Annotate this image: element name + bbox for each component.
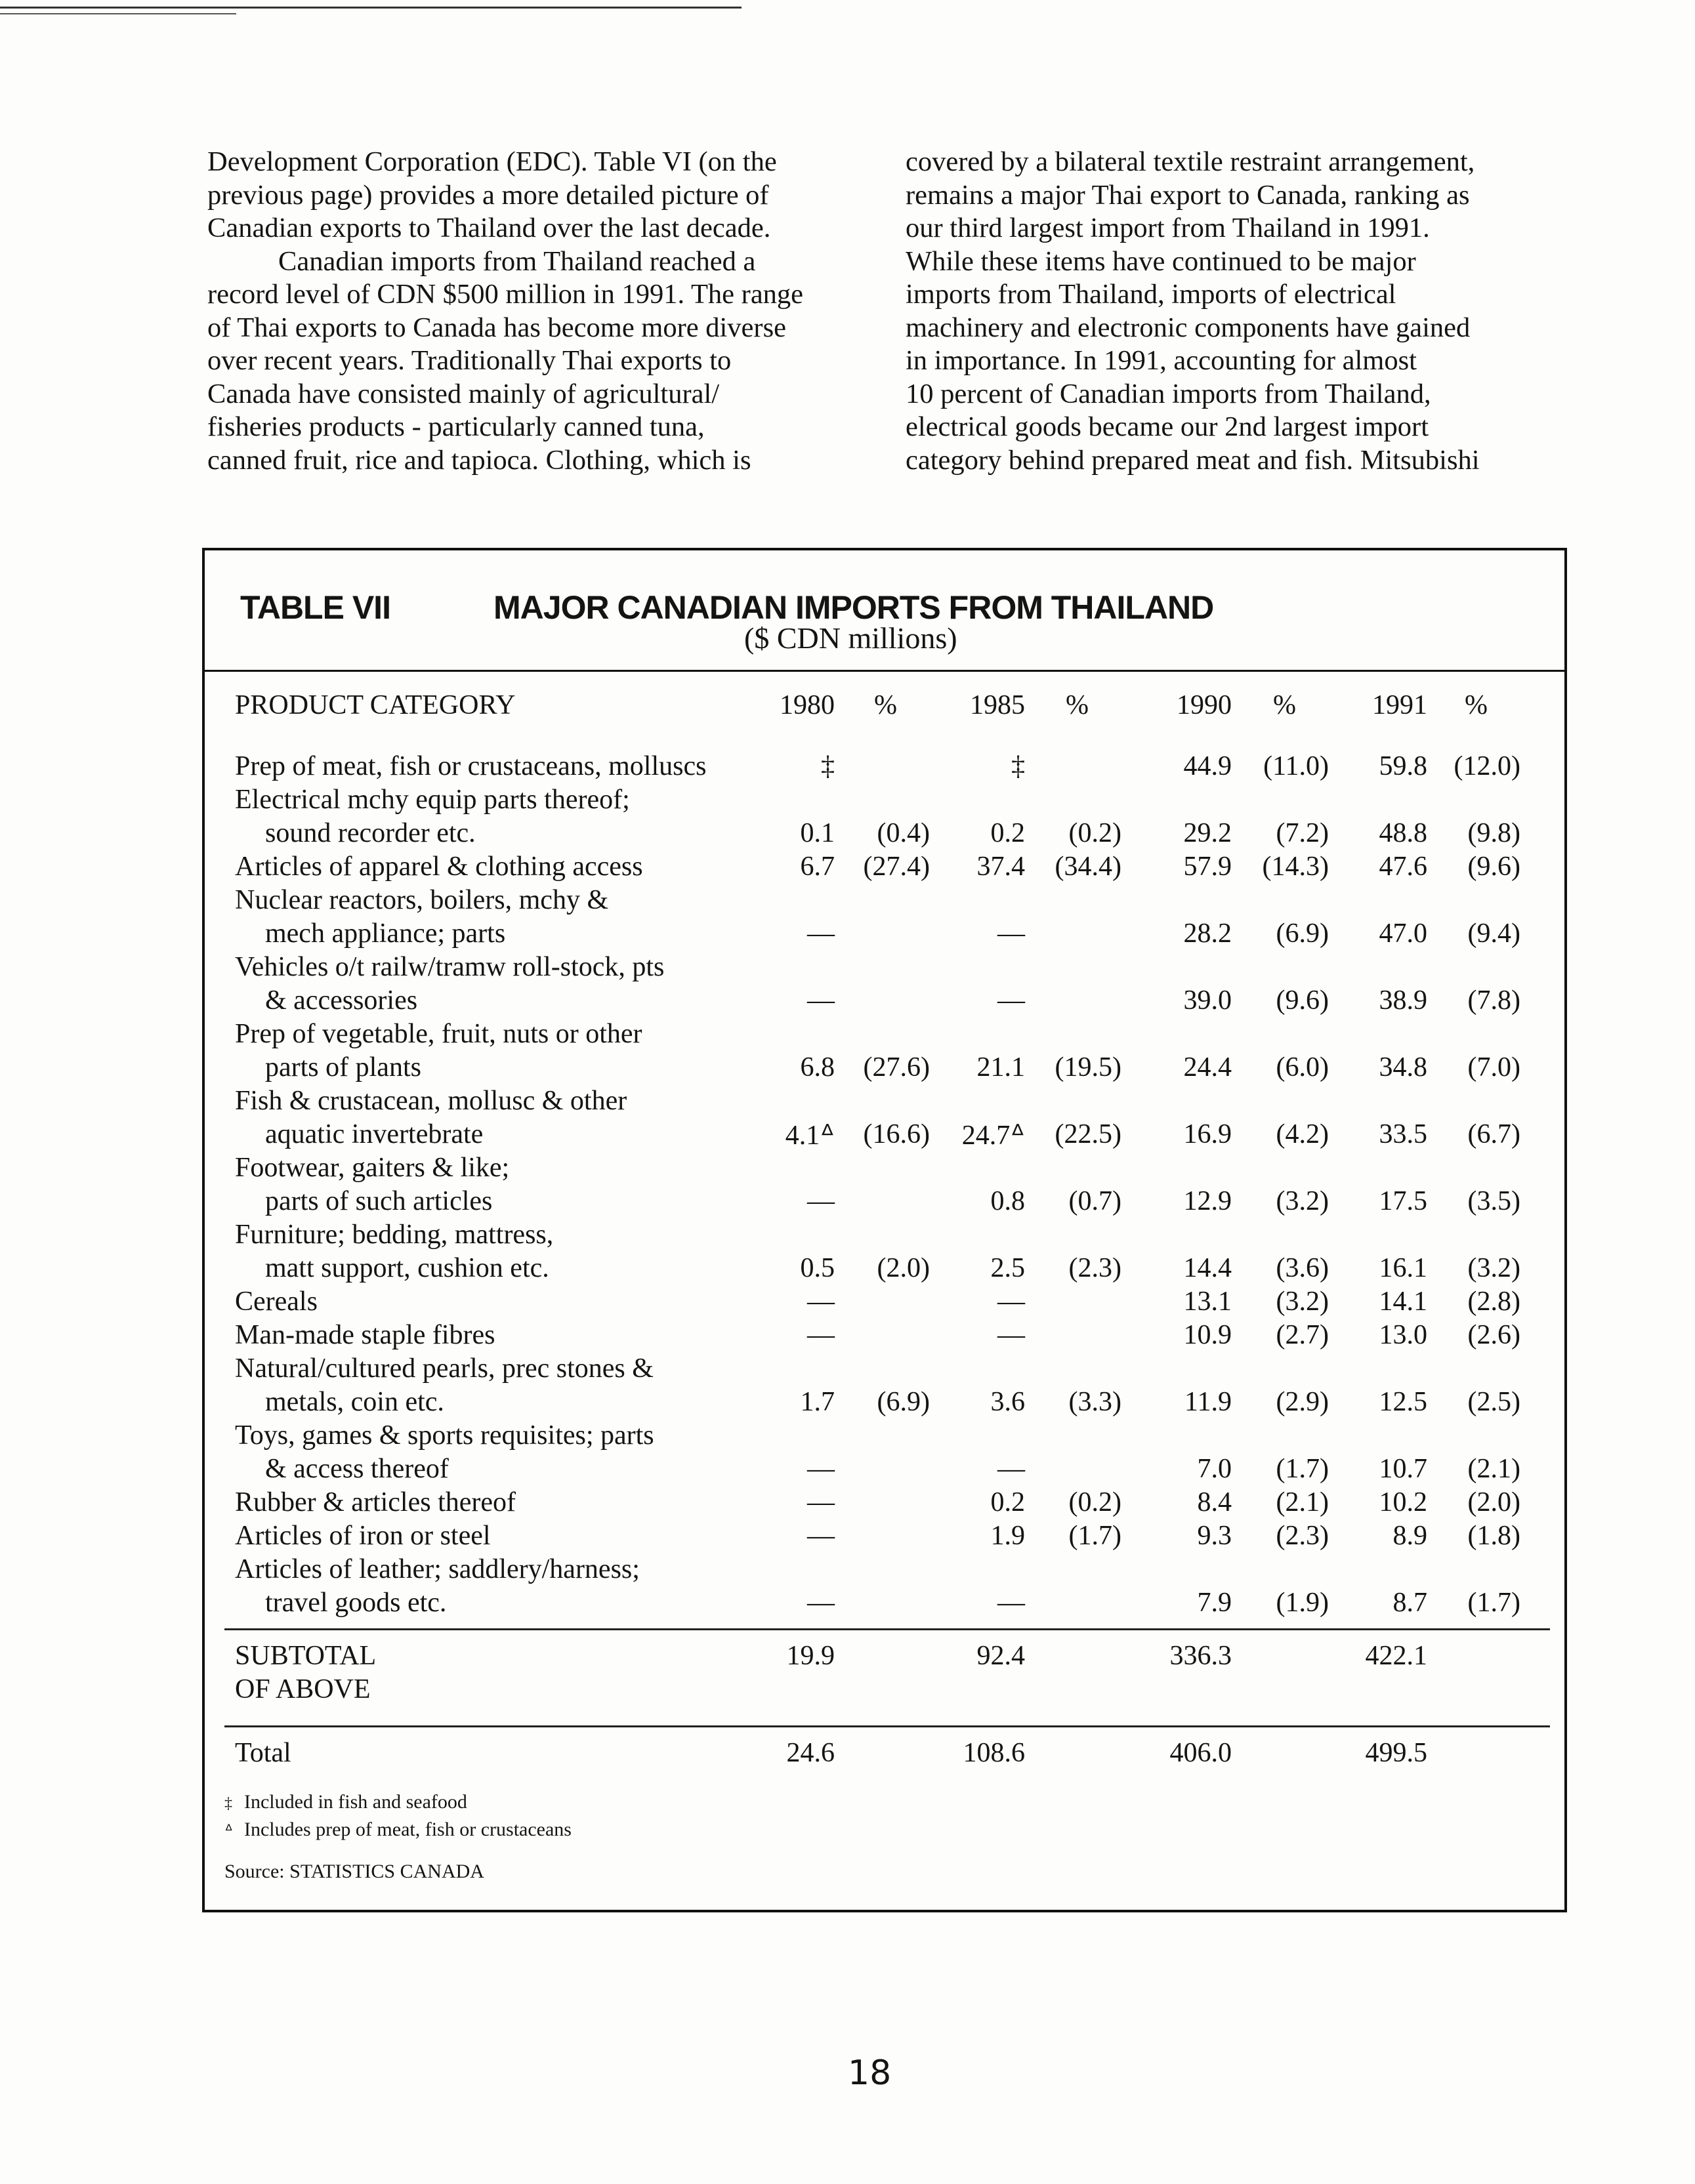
cell-v85: 37.4 [976,852,1025,882]
cell-p91: (2.0) [1467,1487,1520,1517]
text-line: While these items have continued to be major [906,245,1416,277]
cell-v85: 0.2 [990,1487,1025,1517]
row-label: Electrical mchy equip parts thereof; [235,785,630,815]
cell-v85: — [997,1287,1025,1317]
row-label: & accessories [265,985,418,1016]
cell-p90: (6.9) [1276,918,1329,949]
row-label: Articles of apparel & clothing access [235,852,643,882]
cell-p91: (9.6) [1467,852,1520,882]
text-line: category behind prepared meat and fish. Mitsubishi [906,444,1480,476]
cell-p85: (22.5) [1055,1119,1121,1149]
text-line: remains a major Thai export to Canada, ranking as [906,179,1470,211]
cell-v91: 59.8 [1379,751,1427,781]
text-line: of Thai exports to Canada has become more diverse [207,312,786,343]
header-1990: 1990 [1177,690,1232,720]
footnote-2-mark: ᐞ [224,1823,234,1840]
top-border-rule [0,7,742,9]
text-line: Canadian exports to Thailand over the last decade. [207,213,771,243]
row-label: Prep of vegetable, fruit, nuts or other [235,1019,642,1049]
cell-v91: 47.6 [1379,852,1427,882]
cell-v85: ‡ [1011,751,1025,781]
table-source: Source: STATISTICS CANADA [224,1861,484,1882]
row-label: Rubber & articles thereof [235,1487,516,1517]
row-label: sound recorder etc. [265,818,476,848]
cell-p91: (1.7) [1467,1588,1520,1618]
table-vii [202,548,1567,1912]
cell-p91: (1.8) [1467,1521,1520,1551]
cell-v80: — [807,1487,835,1517]
cell-v91: 17.5 [1379,1186,1427,1216]
cell-v90: 44.9 [1183,751,1232,781]
subtotal-1990: 336.3 [1169,1641,1232,1671]
cell-p90: (14.3) [1262,852,1329,882]
row-label: mech appliance; parts [265,918,506,949]
cell-v80: 6.7 [800,852,835,882]
cell-v91: 47.0 [1379,918,1427,949]
row-label: Articles of iron or steel [235,1521,491,1551]
cell-v90: 16.9 [1183,1119,1232,1149]
cell-v80: — [807,1521,835,1551]
table-header-block [205,550,1564,672]
cell-p80: (16.6) [863,1119,930,1149]
cell-v85: — [997,1320,1025,1350]
cell-v90: 24.4 [1183,1052,1232,1082]
total-label: Total [235,1738,291,1768]
subtotal-1980: 19.9 [786,1641,835,1671]
cell-p91: (12.0) [1454,751,1520,781]
cell-p91: (2.6) [1467,1320,1520,1350]
row-label: Prep of meat, fish or crustaceans, molluscs [235,751,707,781]
text-line: imports from Thailand, imports of electrical [906,279,1396,310]
row-label: parts of plants [265,1052,421,1082]
cell-v91: 16.1 [1379,1253,1427,1283]
cell-v85: 2.5 [990,1253,1025,1283]
cell-v85: — [997,1588,1025,1618]
footnote-1-text: Included in fish and seafood [244,1791,467,1813]
cell-p90: (1.9) [1276,1588,1329,1618]
text-line: machinery and electronic components have gained [906,312,1471,343]
cell-p85: (34.4) [1055,852,1121,882]
cell-v90: 8.4 [1197,1487,1232,1517]
table-subtitle: ($ CDN millions) [744,621,957,655]
row-label: metals, coin etc. [265,1387,444,1417]
cell-p85: (2.3) [1068,1253,1121,1283]
footnote-1 [224,1791,467,1813]
cell-v91: 12.5 [1379,1387,1427,1417]
subtotal-1985: 92.4 [976,1641,1025,1671]
cell-v85: — [997,985,1025,1016]
header-product-category: PRODUCT CATEGORY [235,690,516,720]
cell-v91: 8.9 [1392,1521,1427,1551]
cell-p85: (3.3) [1068,1387,1121,1417]
page-number: 18 [848,2053,892,2093]
cell-v80: — [807,918,835,949]
cell-v85: 24.7ᐞ [961,1121,1025,1151]
cell-p91: (6.7) [1467,1119,1520,1149]
body-column-right [906,146,1480,477]
cell-v80: 0.5 [800,1253,835,1283]
cell-v85: 0.2 [990,818,1025,848]
cell-v90: 57.9 [1183,852,1232,882]
row-label: parts of such articles [265,1186,493,1216]
row-label: Nuclear reactors, boilers, mchy & [235,885,609,915]
cell-p85: (19.5) [1055,1052,1121,1082]
text-line: covered by a bilateral textile restraint arrangement, [906,146,1475,177]
row-label: Fish & crustacean, mollusc & other [235,1086,627,1116]
text-line: record level of CDN $500 million in 1991. The range [207,279,804,310]
text-line: over recent years. Traditionally Thai exports to [207,345,732,376]
cell-v90: 28.2 [1183,918,1232,949]
cell-p91: (2.1) [1467,1454,1520,1484]
row-label: Cereals [235,1287,318,1317]
footnote-2 [224,1819,572,1841]
cell-p90: (4.2) [1276,1119,1329,1149]
total-1991: 499.5 [1365,1738,1427,1768]
cell-p91: (2.8) [1467,1287,1520,1317]
cell-p91: (3.5) [1467,1186,1520,1216]
footnote-1-mark: ‡ [224,1795,232,1812]
cell-p80: (27.6) [863,1052,930,1082]
cell-p90: (2.9) [1276,1387,1329,1417]
cell-v90: 7.9 [1197,1588,1232,1618]
row-label: Furniture; bedding, mattress, [235,1220,554,1250]
cell-p90: (6.0) [1276,1052,1329,1082]
cell-v91: 38.9 [1379,985,1427,1016]
cell-v90: 14.4 [1183,1253,1232,1283]
header-1985-pct: % [1066,690,1089,720]
cell-v80: 0.1 [800,818,835,848]
header-1980: 1980 [780,690,835,720]
cell-v80: — [807,1454,835,1484]
row-label: matt support, cushion etc. [265,1253,549,1283]
cell-v80: 6.8 [800,1052,835,1082]
text-line: our third largest import from Thailand in 1991. [906,213,1430,243]
cell-p90: (9.6) [1276,985,1329,1016]
cell-p90: (1.7) [1276,1454,1329,1484]
cell-p90: (2.1) [1276,1487,1329,1517]
row-label: Natural/cultured pearls, prec stones & [235,1353,654,1384]
cell-v85: 3.6 [990,1387,1025,1417]
header-1980-pct: % [874,690,897,720]
cell-v80: — [807,985,835,1016]
row-label: Toys, games & sports requisites; parts [235,1420,654,1451]
row-label: Man-made staple fibres [235,1320,495,1350]
subtotal-label-2: OF ABOVE [235,1674,371,1704]
cell-p90: (2.3) [1276,1521,1329,1551]
cell-p80: (27.4) [863,852,930,882]
cell-v85: — [997,1454,1025,1484]
cell-v80: — [807,1588,835,1618]
cell-p91: (9.8) [1467,818,1520,848]
text-line: electrical goods became our 2nd largest import [906,411,1429,442]
header-1991: 1991 [1372,690,1427,720]
text-line: previous page) provides a more detailed picture of [207,179,769,211]
cell-v91: 48.8 [1379,818,1427,848]
top-border-rule-secondary [0,13,236,14]
cell-v91: 33.5 [1379,1119,1427,1149]
subtotal-rule [224,1628,1550,1630]
cell-v90: 9.3 [1197,1521,1232,1551]
total-1980: 24.6 [786,1738,835,1768]
body-column-left [207,146,803,477]
row-label: Vehicles o/t railw/tramw roll-stock, pts [235,952,665,982]
text-line: in importance. In 1991, accounting for almost [906,345,1417,376]
cell-p91: (2.5) [1467,1387,1520,1417]
cell-p90: (11.0) [1263,751,1329,781]
text-line: canned fruit, rice and tapioca. Clothing, which is [207,444,751,476]
cell-p85: (1.7) [1068,1521,1121,1551]
text-line: Development Corporation (EDC). Table VI (on the [207,146,777,177]
cell-p85: (0.7) [1068,1186,1121,1216]
cell-v80: — [807,1287,835,1317]
table-title: MAJOR CANADIAN IMPORTS FROM THAILAND [493,589,1214,626]
cell-p80: (0.4) [877,818,930,848]
cell-v90: 39.0 [1183,985,1232,1016]
cell-v85: — [997,918,1025,949]
text-line: Canada have consisted mainly of agricultural/ [207,378,720,409]
header-1990-pct: % [1273,690,1296,720]
subtotal-label-1: SUBTOTAL [235,1641,377,1671]
text-line: 10 percent of Canadian imports from Thailand, [906,378,1431,409]
cell-v91: 13.0 [1379,1320,1427,1350]
cell-v91: 14.1 [1379,1287,1427,1317]
cell-v90: 7.0 [1197,1454,1232,1484]
text-line: fisheries products - particularly canned tuna, [207,411,705,442]
footnote-2-text: Includes prep of meat, fish or crustaceans [244,1819,572,1840]
total-rule [224,1725,1550,1727]
cell-v90: 12.9 [1183,1186,1232,1216]
cell-p91: (9.4) [1467,918,1520,949]
cell-p90: (3.6) [1276,1253,1329,1283]
cell-v80: 4.1ᐞ [785,1121,835,1151]
cell-p91: (7.0) [1467,1052,1520,1082]
table-number: TABLE VII [240,589,390,626]
cell-v80: ‡ [821,751,835,781]
row-label: & access thereof [265,1454,449,1484]
row-label: Footwear, gaiters & like; [235,1153,510,1183]
cell-p90: (2.7) [1276,1320,1329,1350]
row-label: travel goods etc. [265,1588,447,1618]
text-line: Canadian imports from Thailand reached a [278,245,756,277]
cell-p85: (0.2) [1068,818,1121,848]
cell-v91: 8.7 [1392,1588,1427,1618]
row-label: aquatic invertebrate [265,1119,484,1149]
cell-p90: (3.2) [1276,1287,1329,1317]
cell-v90: 29.2 [1183,818,1232,848]
cell-v91: 34.8 [1379,1052,1427,1082]
subtotal-1991: 422.1 [1365,1641,1427,1671]
cell-p91: (7.8) [1467,985,1520,1016]
cell-v91: 10.2 [1379,1487,1427,1517]
cell-p80: (6.9) [877,1387,930,1417]
total-1985: 108.6 [963,1738,1025,1768]
cell-v80: 1.7 [800,1387,835,1417]
cell-p80: (2.0) [877,1253,930,1283]
cell-v90: 10.9 [1183,1320,1232,1350]
total-1990: 406.0 [1169,1738,1232,1768]
row-label: Articles of leather; saddlery/harness; [235,1554,640,1584]
cell-p90: (7.2) [1276,818,1329,848]
cell-p90: (3.2) [1276,1186,1329,1216]
cell-v85: 0.8 [990,1186,1025,1216]
cell-p85: (0.2) [1068,1487,1121,1517]
cell-v80: — [807,1320,835,1350]
cell-v90: 13.1 [1183,1287,1232,1317]
cell-v85: 21.1 [976,1052,1025,1082]
cell-v91: 10.7 [1379,1454,1427,1484]
cell-v85: 1.9 [990,1521,1025,1551]
header-1991-pct: % [1465,690,1488,720]
header-1985: 1985 [970,690,1025,720]
cell-v90: 11.9 [1184,1387,1232,1417]
cell-v80: — [807,1186,835,1216]
cell-p91: (3.2) [1467,1253,1520,1283]
